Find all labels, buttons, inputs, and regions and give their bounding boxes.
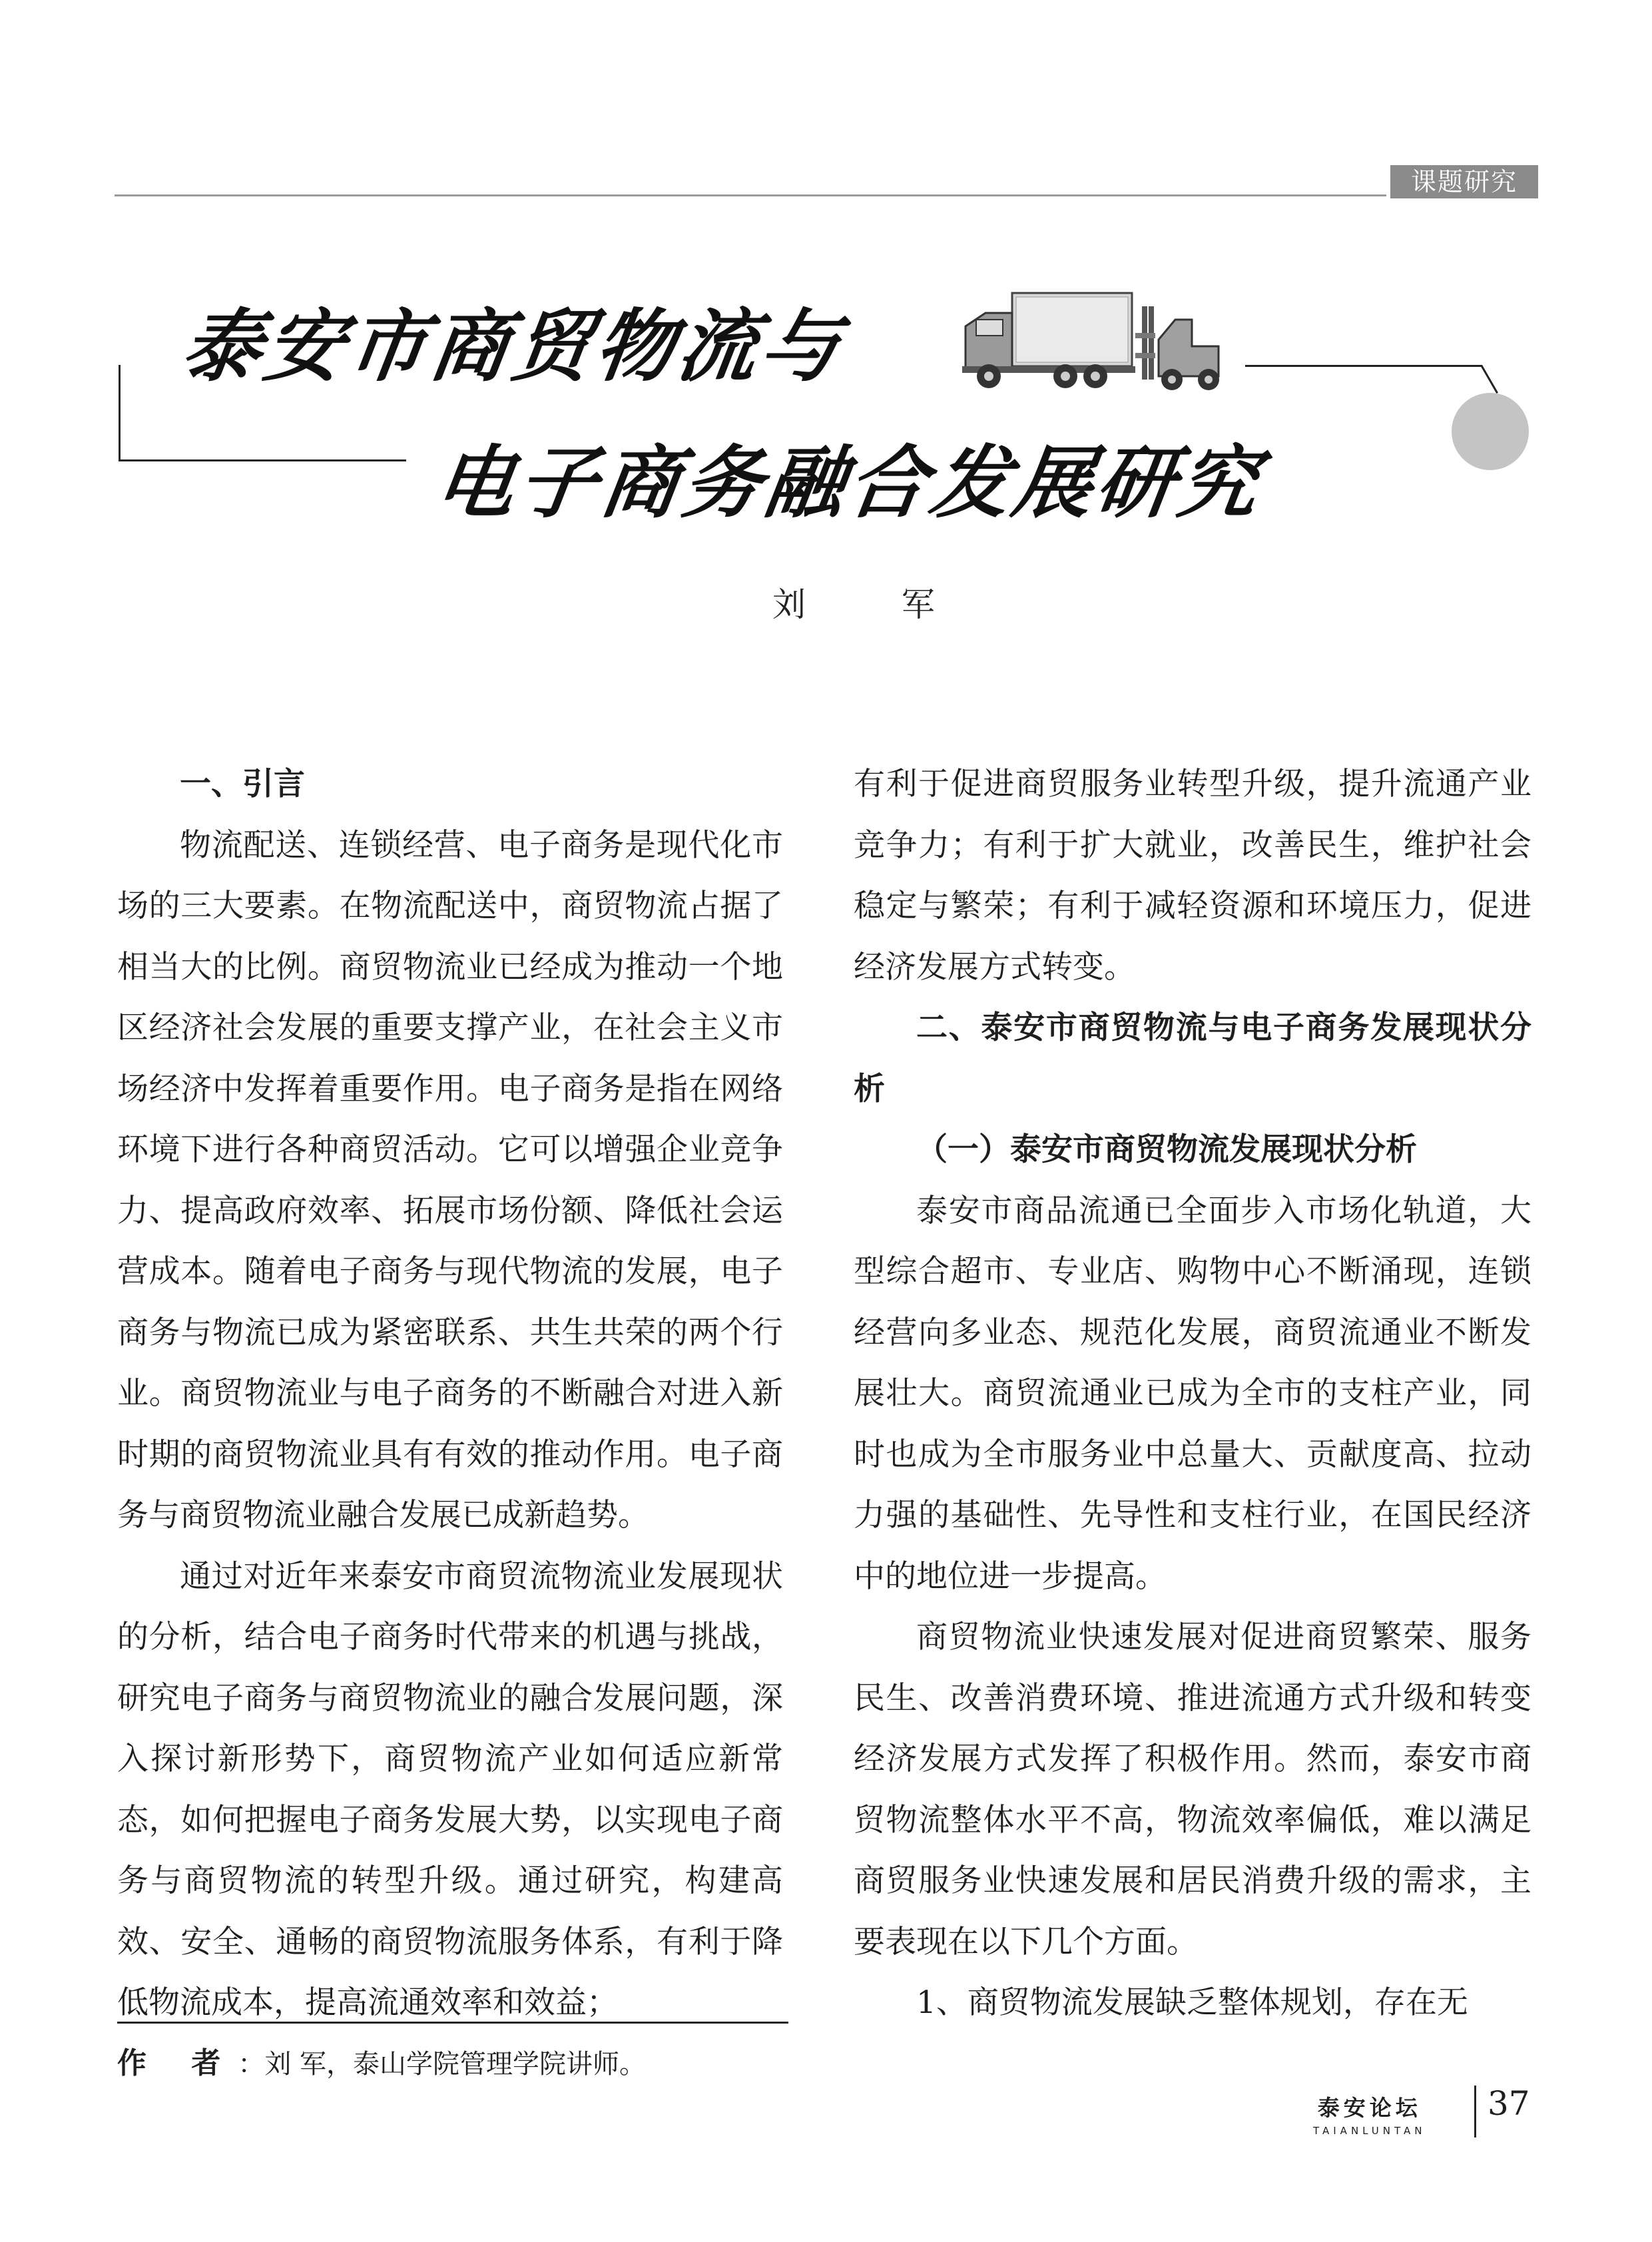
left-column (117, 754, 783, 2034)
magazine-name-en: TAIANLUNTAN (1313, 2125, 1426, 2137)
paragraph: 商贸物流业快速发展对促进商贸繁荣、服务民生、改善消费环境、推进流通方式升级和转变经济发展方式发挥了积极作用。然而，泰安市商贸物流整体水平不高，物流效率偏低，难以满足商贸服务业快速发展和居民消费升级的需求，主要表现在以下几个方面。 (854, 1619, 1531, 1960)
paragraph: 1、商贸物流发展缺乏整体规划，存在无 (916, 1984, 1468, 2021)
right-column (854, 754, 1531, 2034)
paragraph: 有利于促进商贸服务业转型升级，提升流通产业竞争力；有利于扩大就业，改善民生，维护社会稳定与繁荣；有利于减轻资源和环境压力，促进经济发展方式转变。 (854, 766, 1531, 985)
section-heading-intro: 一、引言 (180, 766, 305, 802)
article-title-line-1: 泰安市商贸物流与 (176, 300, 850, 392)
title-rule-right (1245, 365, 1482, 367)
header-rule (115, 194, 1386, 196)
magazine-name-cn: 泰安论坛 (1317, 2095, 1422, 2121)
paragraph: 泰安市商品流通已全面步入市场化轨道，大型综合超市、专业店、购物中心不断涌现，连锁经营向多业态、规范化发展，商贸流通业不断发展壮大。商贸流通业已成为全市的支柱产业，同时也成为全市服务业中总量大、贡献度高、拉动力强的基础性、先导性和支柱行业，在国民经济中的地位进一步提高。 (854, 1192, 1531, 1595)
footnote-text: ：刘 军，泰山学院管理学院讲师。 (238, 2049, 647, 2080)
title-bracket-horizontal (119, 459, 406, 461)
section-tag: 课题研究 (1390, 165, 1538, 198)
author-footnote (117, 2039, 646, 2082)
article-title-line-2: 电子商务融合发展研究 (429, 437, 1268, 529)
page-number: 37 (1488, 2084, 1530, 2123)
paragraph: 物流配送、连锁经营、电子商务是现代化市场的三大要素。在物流配送中，商贸物流占据了相当大的比例。商贸物流业已经成为推动一个地区经济社会发展的重要支撑产业，在社会主义市场经济中发挥着重要作用。电子商务是指在网络环境下进行各种商贸活动。它可以增强企业竞争力、提高政府效率、拓展市场份额、降低社会运营成本。随着电子商务与现代物流的发展，电子商务与物流已成为紧密联系、共生共荣的两个行业。商贸物流业与电子商务的不断融合对进入新时期的商贸物流业具有有效的推动作用。电子商务与商贸物流业融合发展已成新趋势。 (117, 826, 783, 1534)
truck-forklift-illustration (952, 286, 1232, 393)
title-bracket-vertical (119, 365, 121, 461)
title-rule-diagonal (1480, 365, 1498, 394)
paragraph: 通过对近年来泰安市商贸流物流业发展现状的分析，结合电子商务时代带来的机遇与挑战，研究电子商务与商贸物流业的融合发展问题，深入探讨新形势下，商贸物流产业如何适应新常态，如何把握电子商务发展大势，以实现电子商务与商贸物流的转型升级。通过研究，构建高效、安全、通畅的商贸物流服务体系，有利于降低物流成本，提高流通效率和效益； (117, 1557, 783, 2021)
footnote-rule (117, 2022, 788, 2024)
decorative-circle (1452, 393, 1529, 470)
subsection-heading: （一）泰安市商贸物流发展现状分析 (916, 1131, 1417, 1168)
magazine-brand (1313, 2091, 1426, 2137)
footnote-label: 作 者 (117, 2046, 238, 2080)
footer-separator (1474, 2086, 1476, 2137)
author-name: 刘 军 (772, 585, 977, 624)
forklift-icon (1135, 306, 1219, 390)
section-heading-status: 二、泰安市商贸物流与电子商务发展现状分析 (854, 1009, 1531, 1107)
truck-icon (962, 293, 1135, 388)
